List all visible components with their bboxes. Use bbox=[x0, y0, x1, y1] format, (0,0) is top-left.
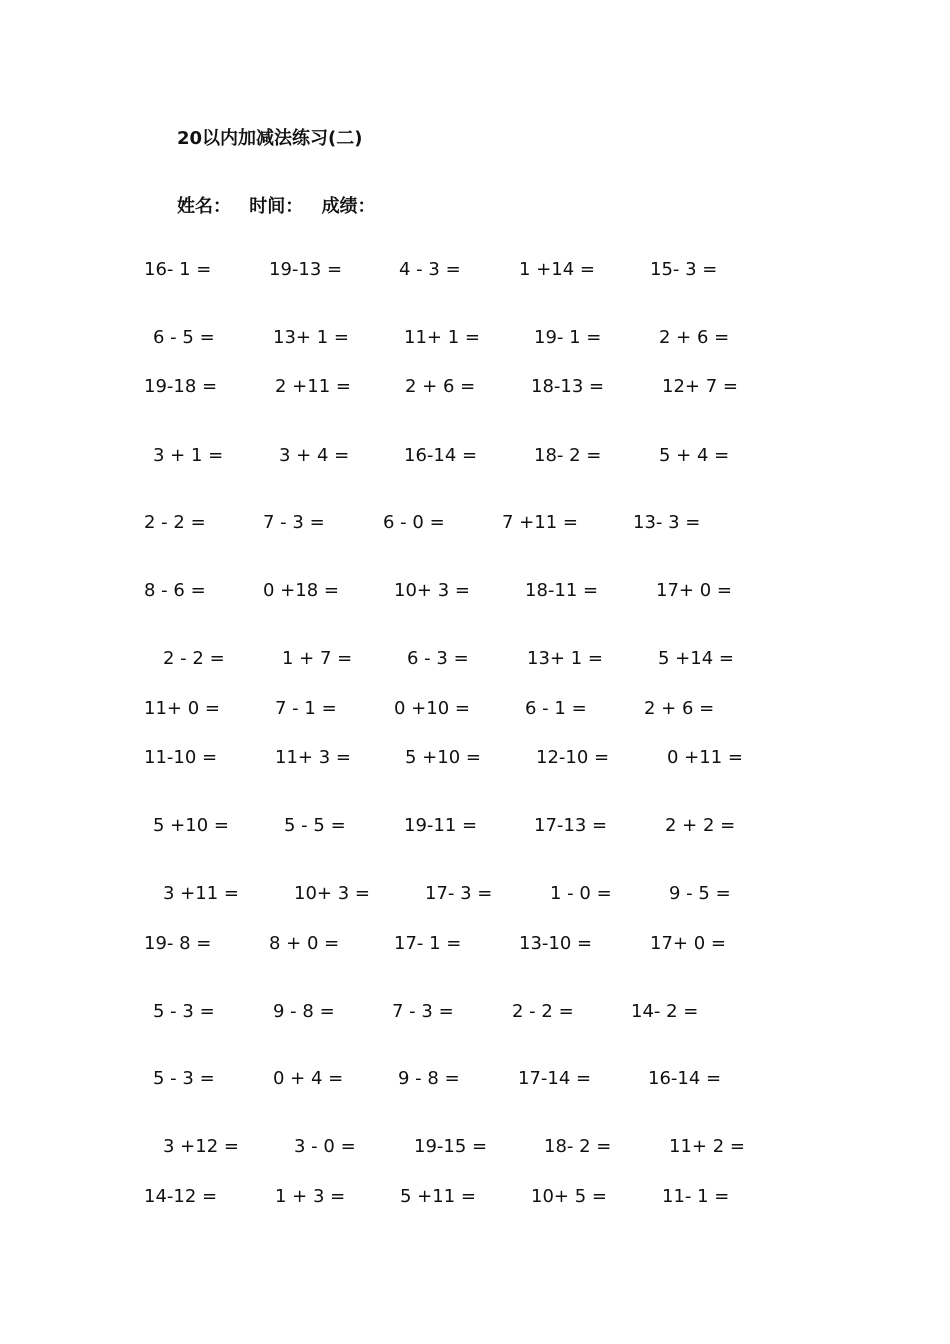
problem-row bbox=[0, 647, 950, 671]
arithmetic-problem: 1 +14 = bbox=[519, 259, 595, 280]
problem-row bbox=[0, 1067, 950, 1091]
arithmetic-problem: 19- 8 = bbox=[144, 933, 212, 954]
arithmetic-problem: 19-18 = bbox=[144, 376, 218, 397]
arithmetic-problem: 15- 3 = bbox=[650, 259, 718, 280]
problem-row bbox=[0, 258, 950, 282]
arithmetic-problem: 6 - 0 = bbox=[383, 512, 445, 533]
arithmetic-problem: 12+ 7 = bbox=[662, 376, 738, 397]
arithmetic-problem: 2 - 2 = bbox=[144, 512, 206, 533]
arithmetic-problem: 5 + 4 = bbox=[659, 445, 730, 466]
time-label: 时间： bbox=[249, 196, 304, 217]
arithmetic-problem: 9 - 8 = bbox=[273, 1001, 335, 1022]
arithmetic-problem: 0 +18 = bbox=[263, 580, 339, 601]
problem-row bbox=[0, 511, 950, 535]
arithmetic-problem: 16-14 = bbox=[648, 1068, 722, 1089]
problem-row bbox=[0, 932, 950, 956]
arithmetic-problem: 7 - 3 = bbox=[263, 512, 325, 533]
arithmetic-problem: 5 - 3 = bbox=[153, 1001, 215, 1022]
problem-row bbox=[0, 882, 950, 906]
worksheet-title: 20以内加减法练习(二) bbox=[177, 128, 363, 149]
arithmetic-problem: 10+ 3 = bbox=[294, 883, 370, 904]
problem-row bbox=[0, 579, 950, 603]
arithmetic-problem: 16-14 = bbox=[404, 445, 478, 466]
arithmetic-problem: 16- 1 = bbox=[144, 259, 212, 280]
arithmetic-problem: 19-15 = bbox=[414, 1136, 488, 1157]
arithmetic-problem: 17- 3 = bbox=[425, 883, 493, 904]
student-info-line bbox=[177, 192, 388, 218]
arithmetic-problem: 2 +11 = bbox=[275, 376, 351, 397]
arithmetic-problem: 18-13 = bbox=[531, 376, 605, 397]
arithmetic-problem: 8 - 6 = bbox=[144, 580, 206, 601]
arithmetic-problem: 2 - 2 = bbox=[163, 648, 225, 669]
arithmetic-problem: 17+ 0 = bbox=[650, 933, 726, 954]
arithmetic-problem: 7 +11 = bbox=[502, 512, 578, 533]
arithmetic-problem: 18-11 = bbox=[525, 580, 599, 601]
arithmetic-problem: 11+ 2 = bbox=[669, 1136, 745, 1157]
name-label: 姓名： bbox=[177, 196, 231, 217]
arithmetic-problem: 0 + 4 = bbox=[273, 1068, 344, 1089]
arithmetic-problem: 19-11 = bbox=[404, 815, 478, 836]
arithmetic-problem: 11+ 1 = bbox=[404, 327, 480, 348]
arithmetic-problem: 13+ 1 = bbox=[527, 648, 603, 669]
problem-row bbox=[0, 1000, 950, 1024]
arithmetic-problem: 5 - 5 = bbox=[284, 815, 346, 836]
score-label: 成绩： bbox=[321, 196, 376, 217]
arithmetic-problem: 3 + 1 = bbox=[153, 445, 224, 466]
arithmetic-problem: 14-12 = bbox=[144, 1186, 218, 1207]
arithmetic-problem: 3 + 4 = bbox=[279, 445, 350, 466]
arithmetic-problem: 2 - 2 = bbox=[512, 1001, 574, 1022]
arithmetic-problem: 19- 1 = bbox=[534, 327, 602, 348]
arithmetic-problem: 5 +14 = bbox=[658, 648, 734, 669]
arithmetic-problem: 17+ 0 = bbox=[656, 580, 732, 601]
arithmetic-problem: 2 + 2 = bbox=[665, 815, 736, 836]
arithmetic-problem: 17-13 = bbox=[534, 815, 608, 836]
arithmetic-problem: 13-10 = bbox=[519, 933, 593, 954]
arithmetic-problem: 9 - 8 = bbox=[398, 1068, 460, 1089]
arithmetic-problem: 2 + 6 = bbox=[659, 327, 730, 348]
arithmetic-problem: 1 + 7 = bbox=[282, 648, 353, 669]
problem-row bbox=[0, 1135, 950, 1159]
arithmetic-problem: 17-14 = bbox=[518, 1068, 592, 1089]
arithmetic-problem: 6 - 3 = bbox=[407, 648, 469, 669]
arithmetic-problem: 3 +11 = bbox=[163, 883, 239, 904]
arithmetic-problem: 6 - 1 = bbox=[525, 698, 587, 719]
arithmetic-problem: 4 - 3 = bbox=[399, 259, 461, 280]
arithmetic-problem: 9 - 5 = bbox=[669, 883, 731, 904]
arithmetic-problem: 5 +11 = bbox=[400, 1186, 476, 1207]
arithmetic-problem: 10+ 3 = bbox=[394, 580, 470, 601]
problem-row bbox=[0, 814, 950, 838]
arithmetic-problem: 6 - 5 = bbox=[153, 327, 215, 348]
arithmetic-problem: 5 +10 = bbox=[405, 747, 481, 768]
arithmetic-problem: 1 + 3 = bbox=[275, 1186, 346, 1207]
arithmetic-problem: 5 +10 = bbox=[153, 815, 229, 836]
arithmetic-problem: 13- 3 = bbox=[633, 512, 701, 533]
arithmetic-problem: 3 +12 = bbox=[163, 1136, 239, 1157]
problem-row bbox=[0, 697, 950, 721]
problem-row bbox=[0, 1185, 950, 1209]
arithmetic-problem: 2 + 6 = bbox=[405, 376, 476, 397]
arithmetic-problem: 7 - 1 = bbox=[275, 698, 337, 719]
problem-row bbox=[0, 326, 950, 350]
arithmetic-problem: 7 - 3 = bbox=[392, 1001, 454, 1022]
arithmetic-problem: 11-10 = bbox=[144, 747, 218, 768]
arithmetic-problem: 18- 2 = bbox=[544, 1136, 612, 1157]
arithmetic-problem: 17- 1 = bbox=[394, 933, 462, 954]
arithmetic-problem: 5 - 3 = bbox=[153, 1068, 215, 1089]
arithmetic-problem: 18- 2 = bbox=[534, 445, 602, 466]
arithmetic-problem: 0 +11 = bbox=[667, 747, 743, 768]
arithmetic-problem: 11- 1 = bbox=[662, 1186, 730, 1207]
arithmetic-problem: 14- 2 = bbox=[631, 1001, 699, 1022]
arithmetic-problem: 2 + 6 = bbox=[644, 698, 715, 719]
arithmetic-problem: 11+ 3 = bbox=[275, 747, 351, 768]
arithmetic-problem: 8 + 0 = bbox=[269, 933, 340, 954]
arithmetic-problem: 0 +10 = bbox=[394, 698, 470, 719]
arithmetic-problem: 19-13 = bbox=[269, 259, 343, 280]
arithmetic-problem: 11+ 0 = bbox=[144, 698, 220, 719]
arithmetic-problem: 1 - 0 = bbox=[550, 883, 612, 904]
arithmetic-problem: 10+ 5 = bbox=[531, 1186, 607, 1207]
problem-row bbox=[0, 444, 950, 468]
problem-row bbox=[0, 375, 950, 399]
arithmetic-problem: 12-10 = bbox=[536, 747, 610, 768]
problem-row bbox=[0, 746, 950, 770]
arithmetic-problem: 13+ 1 = bbox=[273, 327, 349, 348]
arithmetic-problem: 3 - 0 = bbox=[294, 1136, 356, 1157]
